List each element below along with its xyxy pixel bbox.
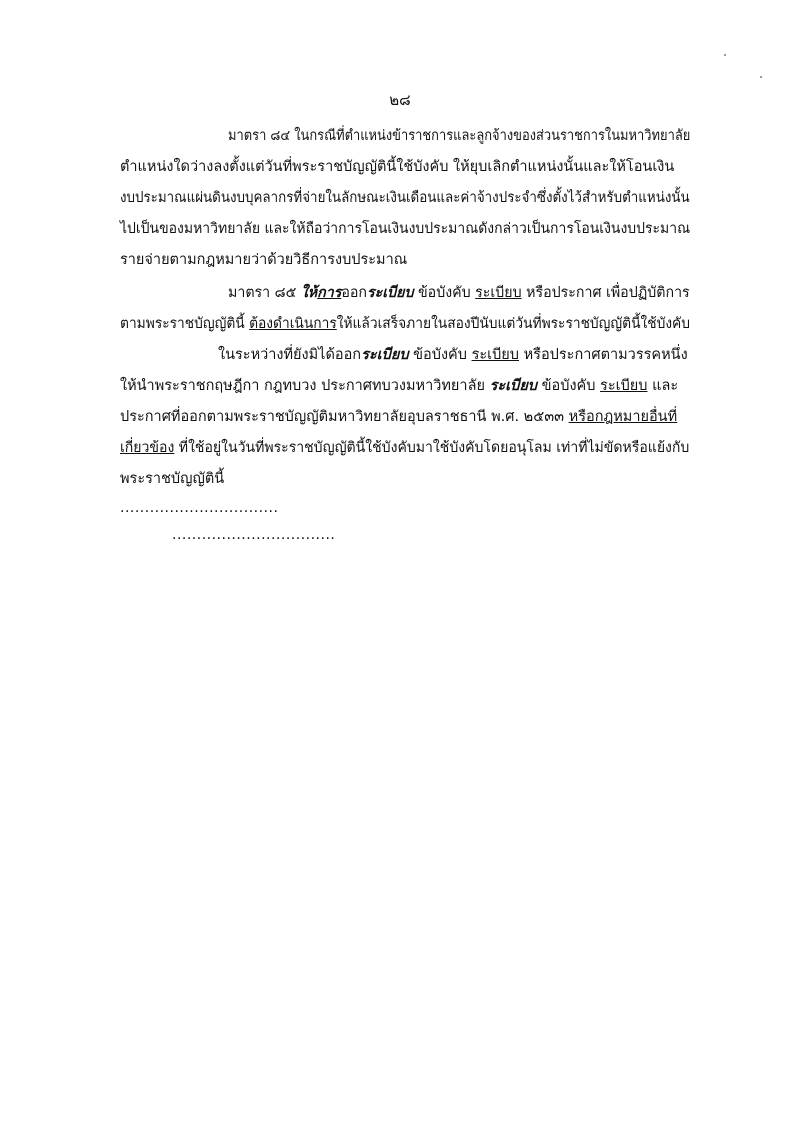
- deleted-term: ระเบียบ: [361, 347, 409, 363]
- scan-speck: [724, 54, 726, 56]
- text-run: และ: [647, 378, 679, 394]
- section-85-para-2-line-1: [218, 345, 688, 365]
- text-run: ข้อบังคับ: [537, 378, 601, 394]
- text-run: ที่ใช้อยู่ในวันที่พระราชบัญญัตินี้ใช้บังคับมาใช้บังคับโดยอนุโลม เท่าที่ไม่ขัดหรือแย้งกับ: [174, 440, 690, 456]
- text-run: ข้อบังคับ: [408, 347, 472, 363]
- section-85-line-1: [228, 283, 690, 303]
- text-run: ตามพระราชบัญญัตินี้: [120, 316, 250, 332]
- inserted-text: เกี่ยวข้อง: [120, 440, 175, 456]
- section-84-line-2: ตำแหน่งใดว่างลงตั้งแต่วันที่พระราชบัญญัตินี้ใช้บังคับ ให้ยุบเลิกตำแหน่งนั้นและให้โอนเงิน: [120, 159, 675, 175]
- section-85-para-2-line-5: พระราชบัญญัตินี้: [120, 471, 225, 487]
- inserted-text: หรือกฎหมายอื่นที่: [568, 409, 678, 425]
- scan-speck: [760, 76, 762, 78]
- page-number: ๒๘: [389, 91, 411, 109]
- inserted-text: ให้: [300, 285, 318, 301]
- deleted-term: ระเบียบ: [367, 285, 414, 301]
- text-run: ข้อบังคับ: [413, 285, 476, 301]
- inserted-text: ต้องดำเนินการ: [249, 316, 337, 332]
- section-84-line-1: มาตรา ๘๔ ในกรณีที่ตำแหน่งข้าราชการและลูกจ้างของส่วนราชการในมหาวิทยาลัย: [228, 128, 691, 144]
- inserted-term: ระเบียบ: [475, 285, 522, 301]
- text-run: ออก: [341, 285, 368, 301]
- text-run: ในระหว่างที่ยังมิได้ออก: [218, 347, 362, 363]
- inserted-term: ระเบียบ: [471, 347, 519, 363]
- section-85-line-2: [120, 314, 690, 334]
- text-run: ให้แล้วเสร็จภายในสองปีนับแต่วันที่พระราชบัญญัตินี้ใช้บังคับ: [336, 316, 691, 332]
- section-85-para-2-line-2: [120, 376, 678, 396]
- dotted-line: .................................: [172, 527, 336, 543]
- section-85-para-2-line-3: [120, 407, 677, 427]
- dotted-line: ................................: [120, 500, 279, 516]
- inserted-term: ระเบียบ: [600, 378, 648, 394]
- section-84-line-3: งบประมาณแผ่นดินงบบุคลากรที่จ่ายในลักษณะเงินเดือนและค่าจ้างประจำซึ่งตั้งไว้สำหรับตำแหน่งนั้น: [120, 190, 690, 206]
- section-84-line-5: รายจ่ายตามกฎหมายว่าด้วยวิธีการงบประมาณ: [120, 252, 408, 268]
- section-85-para-2-line-4: [120, 438, 689, 458]
- text-run: ประกาศที่ออกตามพระราชบัญญัติมหาวิทยาลัยอุบลราชธานี พ.ศ. ๒๕๓๓: [120, 409, 569, 425]
- deleted-term: ระเบียบ: [489, 378, 538, 394]
- text-run: หรือประกาศตามวรรคหนึ่ง: [519, 347, 688, 363]
- section-84-line-4: ไปเป็นของมหาวิทยาลัย และให้ถือว่าการโอนเงินงบประมาณดังกล่าวเป็นการโอนเงินงบประมาณ: [120, 221, 691, 237]
- inserted-text: การ: [317, 285, 342, 301]
- text-run: หรือประกาศ เพื่อปฏิบัติการ: [521, 285, 690, 301]
- section-85-number: มาตรา ๘๕: [228, 285, 301, 301]
- text-run: ให้นำพระราชกฤษฎีกา กฎทบวง ประกาศทบวงมหาวิทยาลัย: [120, 378, 490, 394]
